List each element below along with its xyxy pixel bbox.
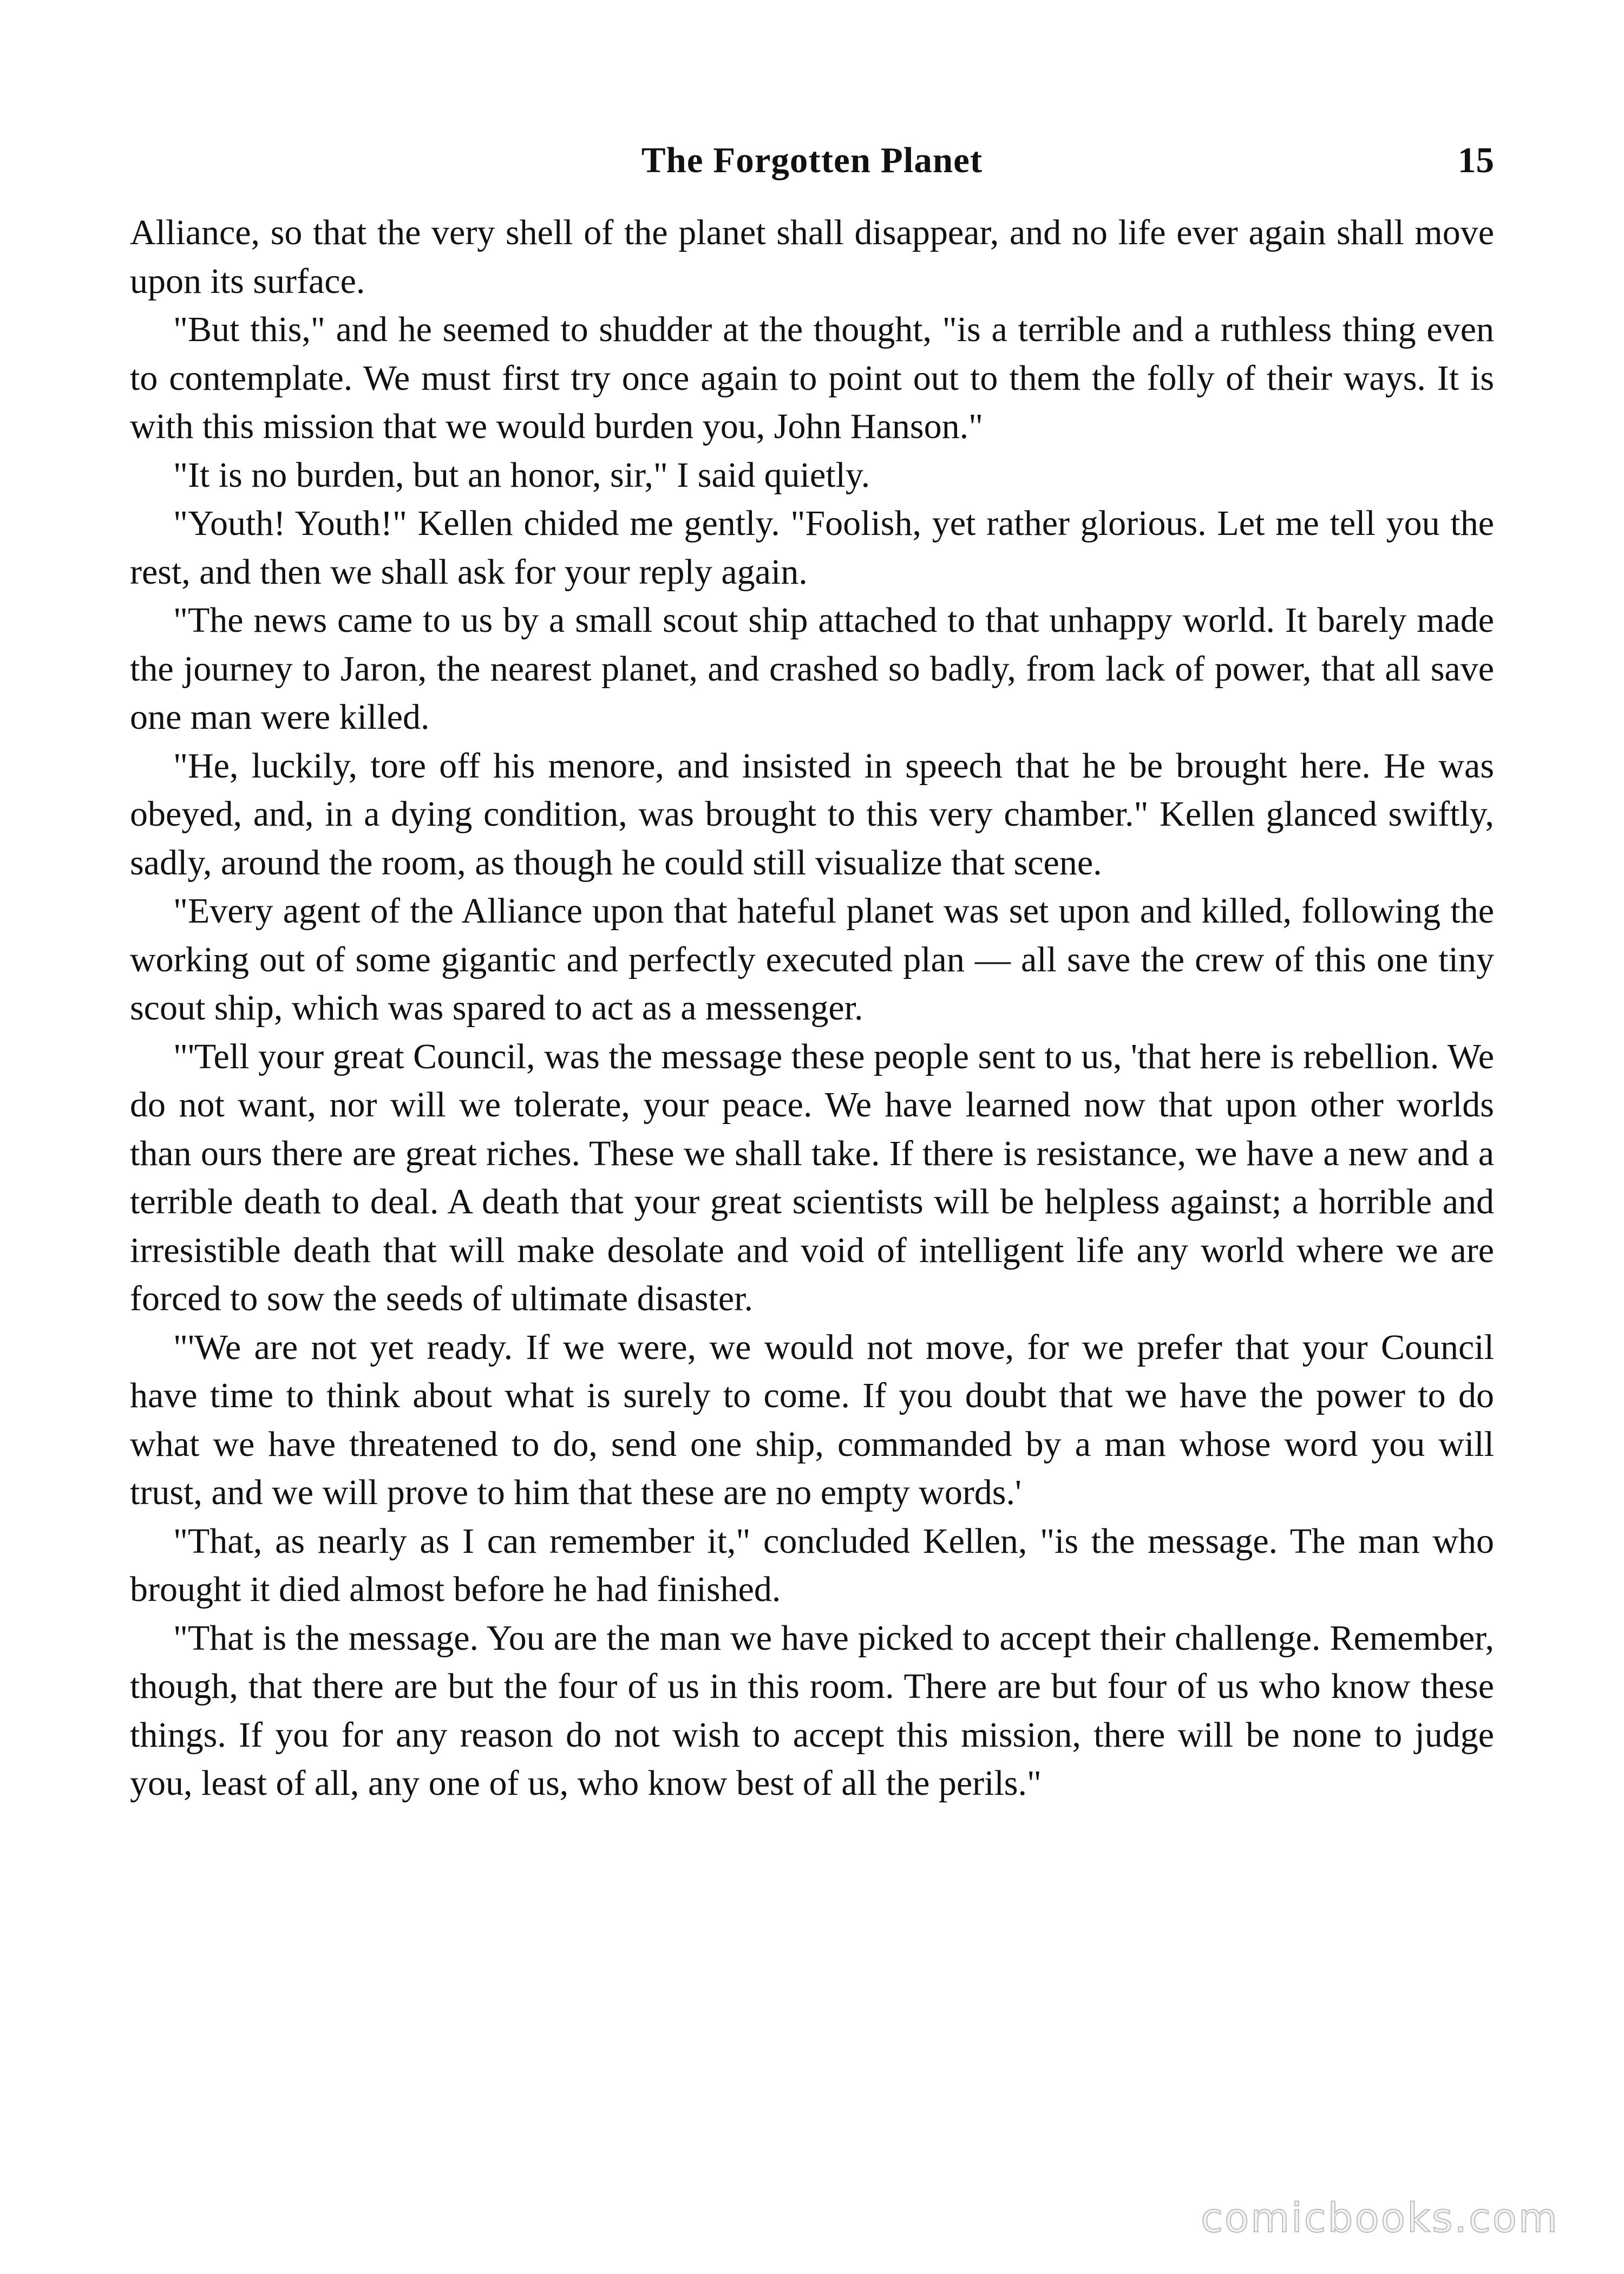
paragraph: "That is the message. You are the man we have picked to accept their challenge. Remember, though, that there are but the four of us in this room. There are but four of us who know these things. If you for any reason do not wish to accept this mission, there will be none to judge you, least of all, any one of us, who know best of all the perils." xyxy=(130,1618,1494,1803)
paragraph: "But this," and he seemed to shudder at the thought, "is a terrible and a ruthless thing even to contemplate. We must first try once again to point out to them the folly of their ways. It is with this mission that we would burden you, John Hanson." xyxy=(130,310,1494,446)
paragraph: "Every agent of the Alliance upon that hateful planet was set upon and killed, following the working out of some gigantic and perfectly executed plan — all save the crew of this one tiny scout ship, which was spared to act as a messenger. xyxy=(130,891,1494,1028)
paragraph: "The news came to us by a small scout ship attached to that unhappy world. It barely made the journey to Jaron, the nearest planet, and crashed so badly, from lack of power, that all save one man were killed. xyxy=(130,600,1494,737)
paragraph: "He, luckily, tore off his menore, and insisted in speech that he be brought here. He was obeyed, and, in a dying condition, was brought to this very chamber." Kellen glanced swiftly, sadly, around the room, as though he could still visualize that scene. xyxy=(130,746,1494,883)
paragraph: "It is no burden, but an honor, sir," I said quietly. xyxy=(173,455,870,495)
page-header xyxy=(130,133,1494,187)
paragraph: Alliance, so that the very shell of the planet shall disappear, and no life ever again shall move upon its surface. xyxy=(130,213,1494,301)
watermark: comicbooks.com xyxy=(1201,2195,1559,2242)
running-title: The Forgotten Planet xyxy=(641,140,983,180)
paragraph: "'Tell your great Council, was the message these people sent to us, 'that here is rebellion. We do not want, nor will we tolerate, your peace. We have learned now that upon other worlds than ours there are great riches. These we shall take. If there is resistance, we have a new and a terrible death to deal. A death that your great scientists will be helpless against; a horrible and irresistible death that will make desolate and void of intelligent life any world where we are forced to sow the seeds of ultimate disaster. xyxy=(130,1036,1494,1318)
paragraph: "'We are not yet ready. If we were, we would not move, for we prefer that your Council have time to think about what is surely to come. If you doubt that we have the power to do what we have threatened to do, send one ship, commanded by a man whose word you will trust, and we will prove to him that these are no empty words.' xyxy=(130,1327,1494,1512)
paragraph: "Youth! Youth!" Kellen chided me gently. "Foolish, yet rather glorious. Let me tell you the rest, and then we shall ask for your reply again. xyxy=(130,504,1494,592)
page-number: 15 xyxy=(1458,140,1494,180)
body-text xyxy=(130,208,1494,1808)
paragraph: "That, as nearly as I can remember it," concluded Kellen, "is the message. The man who brought it died almost before he had finished. xyxy=(130,1521,1494,1609)
